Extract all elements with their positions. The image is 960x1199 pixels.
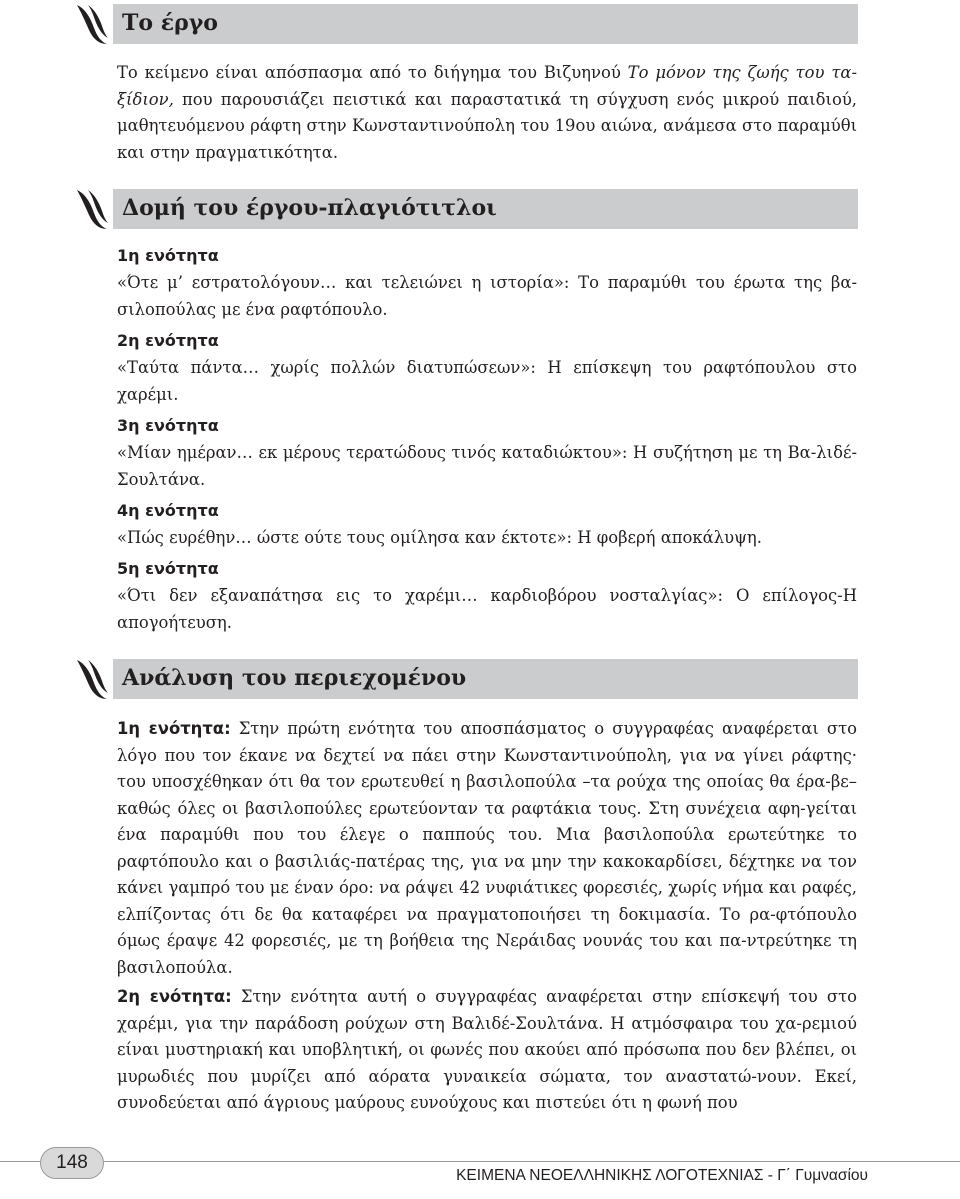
unit-heading-3: 3η ενότητα (117, 416, 219, 435)
unit-text-1: «Ότε μ’ εστρατολόγουν… και τελειώνει η ιστορία»: Το παραμύθι του έρωτα της βα-σιλοπούλας με ένα ραφτόπουλο. (117, 273, 857, 319)
footer-book-title: ΚΕΙΜΕΝΑ ΝΕΟΕΛΛΗΝΙΚΗΣ ΛΟΓΟΤΕΧΝΙΑΣ - Γ΄ Γυμνασίου (456, 1167, 868, 1184)
unit-text-5: «Ότι δεν εξαναπάτησα εις το χαρέμι… καρδιοβόρου νοσταλγίας»: Ο επίλογος-Η απογοήτευση. (117, 586, 857, 632)
section-bar-structure (113, 189, 858, 229)
unit-heading-5: 5η ενότητα (117, 559, 219, 578)
page-number-badge (40, 1147, 104, 1179)
leaf-icon (74, 187, 110, 231)
leaf-icon (74, 657, 110, 701)
section-title-analysis: Ανάλυση του περιεχομένου (122, 665, 467, 691)
unit-heading-2: 2η ενότητα (117, 331, 219, 350)
analysis-paragraph-1: 1η ενότητα: Στην πρώτη ενότητα του αποσπάσματος ο συγγραφέας αναφέρεται στο λόγο που τον έκανε να δεχτεί να πάει στην Κωνσταντινούπολη, για να γίνει ράφτης· του υποσχέθηκαν ότι θα τον ερωτευθεί η βασιλοπούλα –τα ρούχα της οποίας θα έρα-βε– καθώς όλες οι βασιλοπούλες ερωτεύονταν τα ραφτάκια τους. Στη συνέχεια αφη-γείται ένα παραμύθι που του έλεγε ο παππούς του. Μια βασιλοπούλα ερωτεύτηκε το ραφτόπουλο και ο βασιλιάς-πατέρας της, για να μην την κακοκαρδίσει, δέχτηκε να τον κάνει γαμπρό του με έναν όρο: να ράψει 42 νυφιάτικες φορεσιές, χωρίς νήμα και ραφές, ελπίζοντας ότι δε θα καταφέρει να πραγματοποιήσει τη δοκιμασία. Το ρα-φτόπουλο όμως έραψε 42 φορεσιές, με τη βοήθεια της Νεράιδας νουνάς του και πα-ντρεύτηκε τη βασιλοπούλα. (117, 719, 858, 977)
analysis-label-1: 1η ενότητα: (117, 719, 231, 738)
unit-text-4: «Πώς ευρέθην… ώστε ούτε τους ομίλησα καν έκτοτε»: Η φοβερή αποκάλυψη. (117, 528, 762, 547)
unit-text-3: «Μίαν ημέραν… εκ μέρους τερατώδους τινός καταδιώκτου»: Η συζήτηση με τη Βα-λιδέ-Σουλτάνα. (117, 443, 857, 489)
unit-text-2: «Ταύτα πάντα… χωρίς πολλών διατυπώσεων»: Η επίσκεψη του ραφτόπουλου στο χαρέμι. (117, 358, 857, 404)
analysis-paragraph-2: 2η ενότητα: Στην ενότητα αυτή ο συγγραφέας αναφέρεται στην επίσκεψή του στο χαρέμι, για την παράδοση ρούχων στη Βαλιδέ-Σουλτάνα. Η ατμόσφαιρα του χα-ρεμιού είναι μυστηριακή και υποβλητική, οι φωνές που ακούει από πρόσωπα που δεν βλέπει, οι μυρωδιές που μυρίζει από αόρατα γυναικεία σώματα, τον αναστατώ-νουν. Εκεί, συνοδεύεται από άγριους μαύρους ευνούχους και πιστεύει ότι η φωνή που (117, 987, 858, 1112)
work-paragraph: Το κείμενο είναι απόσπασμα από το διήγημα του Βιζυηνού Το μόνον της ζωής του τα-ξίδιον, που παρουσιάζει πειστικά και παραστατικά τη σύγχυση ενός μικρού παιδιού, μαθητευόμενου ράφτη στην Κωνσταντινούπολη του 19ου αιώνα, ανάμεσα στο παραμύθι και στην πραγματικότητα. (117, 63, 857, 162)
unit-heading-4: 4η ενότητα (117, 501, 219, 520)
page-number: 148 (56, 1152, 88, 1173)
section-bar-work (113, 4, 858, 44)
section-bar-analysis (113, 659, 858, 699)
section-title-structure: Δομή του έργου-πλαγιότιτλοι (122, 195, 497, 221)
work-title-italic: Το μόνον της ζωής του τα-ξίδιον, (117, 63, 857, 109)
leaf-icon (74, 2, 110, 46)
section-title-work: Το έργο (122, 10, 218, 36)
unit-heading-1: 1η ενότητα (117, 246, 219, 265)
footer-divider (0, 1161, 960, 1162)
analysis-label-2: 2η ενότητα: (117, 987, 232, 1006)
